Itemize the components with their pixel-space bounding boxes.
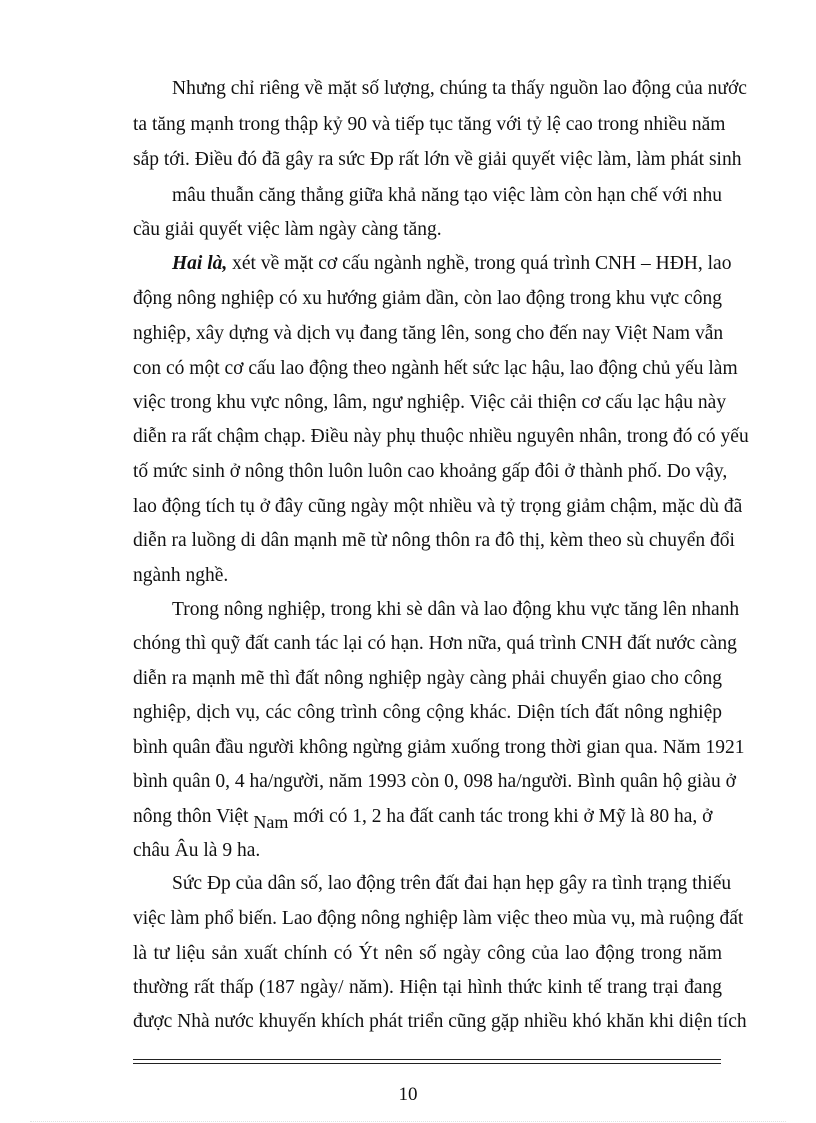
body-text-line: sắp tới. Điều đó đã gây ra sức Ðp rất lớn về giải quyết việc làm, làm phát sinh (133, 149, 742, 170)
body-text-line: cầu giải quyết việc làm ngày càng tăng. (133, 219, 442, 240)
body-text-line: chóng thì quỹ đất canh tác lại có hạn. Hơn nữa, quá trình CNH đất nước càng (133, 633, 737, 654)
body-text-line: tố mức sinh ở nông thôn luôn luôn cao khoảng gấp đôi ở thành phố. Do vậy, (133, 461, 728, 482)
page-edge-divider (30, 1121, 786, 1122)
body-text-line: Trong nông nghiệp, trong khi sè dân và lao động khu vực tăng lên nhanh (172, 599, 740, 620)
body-text-line: bình quân 0, 4 ha/người, năm 1993 còn 0, 098 ha/người. Bình quân hộ giàu ở (133, 771, 736, 792)
body-text-span: mới có 1, 2 ha đất canh tác trong khi ở Mỹ là 80 ha, ở (288, 806, 713, 827)
body-text-line: được Nhà nước khuyến khích phát triển cũng gặp nhiều khó khăn khi diện tích (133, 1011, 747, 1032)
footer-rule (133, 1063, 721, 1064)
footer-rule (133, 1059, 721, 1060)
body-text-line: diễn ra luồng di dân mạnh mẽ từ nông thôn ra đô thị, kèm theo sù chuyển đổi (133, 530, 735, 551)
body-text-line: thường rất thấp (187 ngày/ năm). Hiện tại hình thức kinh tế trang trại đang (133, 977, 722, 998)
page-number: 10 (398, 1084, 418, 1105)
body-text-line: ta tăng mạnh trong thập kỷ 90 và tiếp tục tăng với tỷ lệ cao trong nhiều năm (133, 114, 726, 135)
body-text-line: lao động tích tụ ở đây cũng ngày một nhiều và tỷ trọng giảm chậm, mặc dù đã (133, 496, 743, 517)
body-text-line: nghiệp, dịch vụ, các công trình công cộng khác. Diện tích đất nông nghiệp (133, 702, 722, 723)
body-text-line (133, 804, 713, 832)
body-text-line: mâu thuẫn căng thẳng giữa khả năng tạo việc làm còn hạn chế với nhu (172, 185, 722, 206)
body-text-line (172, 252, 732, 276)
body-text-line: bình quân đầu người không ngừng giảm xuống trong thời gian qua. Năm 1921 (133, 737, 745, 758)
body-text-line: việc làm phổ biến. Lao động nông nghiệp làm việc theo mùa vụ, mà ruộng đất (133, 908, 744, 929)
body-text-span: Nam (253, 812, 289, 832)
body-text-line: là tư liệu sản xuất chính có Ýt nên số ngày công của lao động trong năm (133, 943, 722, 964)
body-text-line: ngành nghề. (133, 565, 229, 586)
body-text-line: châu Âu là 9 ha. (133, 840, 261, 861)
body-text-line: Nhưng chỉ riêng về mặt số lượng, chúng ta thấy nguồn lao động của nước (172, 78, 747, 99)
body-text-line: nghiệp, xây dựng và dịch vụ đang tăng lên, song cho đến nay Việt Nam vẫn (133, 323, 724, 344)
body-text-span: nông thôn Việt (133, 806, 254, 827)
paragraph-lead: Hai là, (172, 253, 228, 274)
body-text-line: diễn ra rất chậm chạp. Điều này phụ thuộc nhiều nguyên nhân, trong đó có yếu (133, 426, 749, 447)
body-text-line: việc trong khu vực nông, lâm, ngư nghiệp. Việc cải thiện cơ cấu lạc hậu này (133, 392, 727, 413)
body-text-line: diễn ra mạnh mẽ thì đất nông nghiệp ngày càng phải chuyển giao cho công (133, 668, 722, 689)
body-text-span: xét về mặt cơ cấu ngành nghề, trong quá trình CNH – HĐH, lao (227, 253, 732, 274)
body-text-line: động nông nghiệp có xu hướng giảm dần, còn lao động trong khu vực công (133, 288, 722, 309)
body-text-line: Sức Ðp của dân số, lao động trên đất đai hạn hẹp gây ra tình trạng thiếu (172, 873, 732, 894)
body-text-line: con có một cơ cấu lao động theo ngành hết sức lạc hậu, lao động chủ yếu làm (133, 358, 738, 379)
